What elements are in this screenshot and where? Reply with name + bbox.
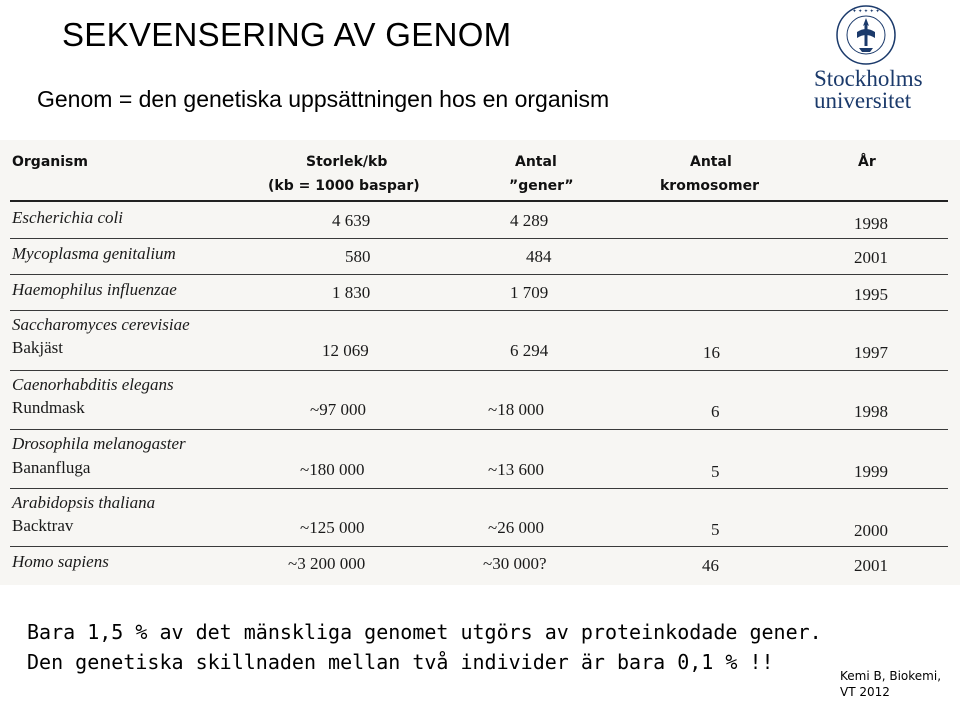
row-organism: Homo sapiens (12, 552, 109, 571)
row-size: ~180 000 (300, 460, 365, 479)
row-organism: Haemophilus influenzae (12, 280, 177, 299)
header-size: Storlek/kb (306, 154, 388, 170)
row-organism: Saccharomyces cerevisiae (12, 315, 190, 334)
header-genes: Antal (515, 154, 557, 170)
row-common-name: Backtrav (12, 516, 74, 535)
row-size: 580 (345, 247, 371, 266)
row-organism: Drosophila melanogaster (12, 434, 186, 453)
row-year: 1998 (854, 214, 888, 233)
row-size: 12 069 (322, 341, 369, 360)
row-genes: ~18 000 (488, 400, 544, 419)
row-genes: 6 294 (510, 341, 549, 360)
row-organism: Arabidopsis thaliana (12, 493, 156, 512)
header-chromosomes: Antal (690, 154, 732, 170)
row-chromosomes: 46 (702, 556, 719, 575)
row-size: 4 639 (332, 211, 371, 230)
row-chromosomes: 16 (703, 343, 720, 362)
row-common-name: Bananfluga (12, 458, 91, 477)
row-year: 1998 (854, 402, 888, 421)
slide-subtitle: Genom = den genetiska uppsättningen hos en organism (37, 86, 610, 112)
row-chromosomes: 6 (711, 402, 720, 421)
row-divider (10, 488, 948, 489)
row-year: 1999 (854, 462, 888, 481)
row-divider (10, 546, 948, 547)
row-organism: Mycoplasma genitalium (12, 244, 176, 263)
logo-text-line2: universitet (814, 88, 912, 113)
row-organism: Escherichia coli (12, 208, 123, 227)
row-genes: 4 289 (510, 211, 549, 230)
row-genes: 1 709 (510, 283, 549, 302)
row-organism: Caenorhabditis elegans (12, 375, 174, 394)
logo-text-line1: Stockholms (814, 66, 923, 91)
row-common-name: Bakjäst (12, 338, 63, 357)
row-chromosomes: 5 (711, 520, 720, 539)
row-size: ~3 200 000 (288, 554, 366, 573)
row-size: ~125 000 (300, 518, 365, 537)
footer-note-1: Bara 1,5 % av det mänskliga genomet utgörs av proteinkodade gener. (27, 620, 822, 644)
row-divider (10, 274, 948, 275)
row-size: ~97 000 (310, 400, 366, 419)
svg-text:✦ ✦ ✦ ✦ ✦: ✦ ✦ ✦ ✦ ✦ (852, 8, 880, 15)
header-genes-sub: ”gener” (509, 178, 574, 194)
course-credit-line2: VT 2012 (840, 685, 890, 699)
university-seal-icon (835, 4, 897, 66)
row-year: 1995 (854, 285, 888, 304)
row-chromosomes: 5 (711, 462, 720, 481)
row-year: 2000 (854, 521, 888, 540)
row-divider (10, 429, 948, 430)
row-divider (10, 238, 948, 239)
row-genes: ~30 000? (483, 554, 547, 573)
footer-note-2: Den genetiska skillnaden mellan två individer är bara 0,1 % !! (27, 650, 774, 674)
course-credit-line1: Kemi B, Biokemi, (840, 669, 942, 683)
row-divider (10, 310, 948, 311)
row-common-name: Rundmask (12, 398, 85, 417)
row-genes: ~26 000 (488, 518, 544, 537)
row-year: 2001 (854, 248, 888, 267)
row-genes: ~13 600 (488, 460, 544, 479)
slide-title: SEKVENSERING AV GENOM (62, 16, 512, 53)
header-size-unit: (kb = 1000 baspar) (268, 178, 420, 194)
header-chromosomes-sub: kromosomer (660, 178, 759, 194)
header-year: År (858, 154, 876, 170)
genome-table (0, 140, 960, 585)
row-year: 1997 (854, 343, 888, 362)
header-organism: Organism (12, 154, 88, 170)
row-year: 2001 (854, 556, 888, 575)
header-rule (10, 200, 948, 202)
row-divider (10, 370, 948, 371)
row-genes: 484 (526, 247, 552, 266)
university-logo (810, 4, 950, 112)
row-size: 1 830 (332, 283, 371, 302)
